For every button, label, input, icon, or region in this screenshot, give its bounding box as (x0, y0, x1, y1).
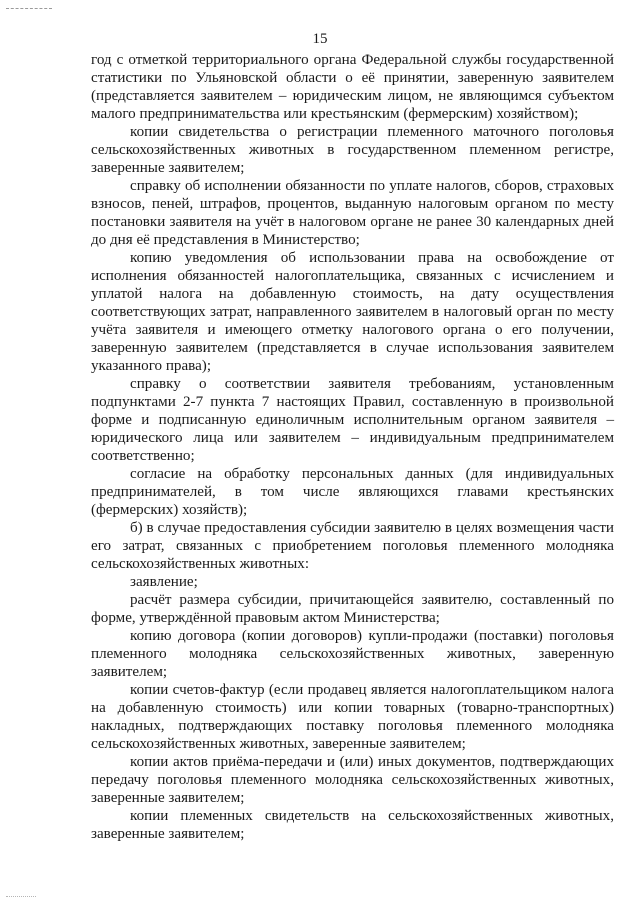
paragraph-application: заявление; (130, 574, 198, 590)
paragraph-vat-exemption-notice: копию уведомления об использовании права на освобождение от исполнения обязанностей налогоплательщика, связанных с исчислением и уплатой налога на добавленную стоимость, на дату осуществления соответствующих затрат, направленного заявителем в налоговый орган по месту учёта заявителя и имеющего отметку налогового органа о его получении, заверенную заявителем (представляется в случае использования заявителем указанного права); (91, 250, 614, 374)
paragraph-personal-data-consent: согласие на обработку персональных данных (для индивидуальных предпринимателей, в том числе являющихся главами крестьянских (фермерских) хозяйств); (91, 466, 614, 518)
scan-edge-mark (6, 8, 52, 9)
scan-corner-mark (6, 896, 36, 897)
paragraph-compliance-certificate: справку о соответствии заявителя требованиям, установленным подпунктами 2-7 пункта 7 настоящих Правил, составленную в произвольной форме и подписанную единоличным исполнительным органом заявителя – юридического лица или заявителем – индивидуальным предпринимателем соответственно; (91, 376, 614, 464)
paragraph-breeding-register-copies: копии свидетельства о регистрации племенного маточного поголовья сельскохозяйственных животных в государственном племенном регистре, заверенные заявителем; (91, 124, 614, 176)
page-number: 15 (312, 31, 328, 47)
paragraph-continuation: год с отметкой территориального органа Федеральной службы государственной статистики по Ульяновской области о её принятии, заверенную заявителем (представляется заявителем – юридическим лицом, не являющимся субъектом малого предпринимательства или крестьянским (фермерским) хозяйством); (91, 52, 614, 122)
document-body (91, 51, 614, 843)
paragraph-invoices: копии счетов-фактур (если продавец является налогоплательщиком налога на добавленную стоимость) или копии товарных (товарно-транспортных) накладных, подтверждающих поставку поголовья племенного молодняка сельскохозяйственных животных, заверенные заявителем; (91, 682, 614, 752)
paragraph-tax-certificate: справку об исполнении обязанности по уплате налогов, сборов, страховых взносов, пеней, штрафов, процентов, выданную налоговым органом по месту постановки заявителя на учёт в налоговом органе не ранее 30 календарных дней до дня её представления в Министерство; (91, 178, 614, 248)
paragraph-subsidy-calculation: расчёт размера субсидии, причитающейся заявителю, составленный по форме, утверждённой правовым актом Министерства; (91, 592, 614, 626)
paragraph-breeding-certificates: копии племенных свидетельств на сельскохозяйственных животных, заверенные заявителем; (91, 808, 614, 842)
paragraph-purchase-contract: копию договора (копии договоров) купли-продажи (поставки) поголовья племенного молодняка сельскохозяйственных животных, заверенную заявителем; (91, 628, 614, 680)
paragraph-transfer-acts: копии актов приёма-передачи и (или) иных документов, подтверждающих передачу поголовья племенного молодняка сельскохозяйственных животных, заверенные заявителем; (91, 754, 614, 806)
paragraph-section-b: б) в случае предоставления субсидии заявителю в целях возмещения части его затрат, связанных с приобретением поголовья племенного молодняка сельскохозяйственных животных: (91, 520, 614, 572)
